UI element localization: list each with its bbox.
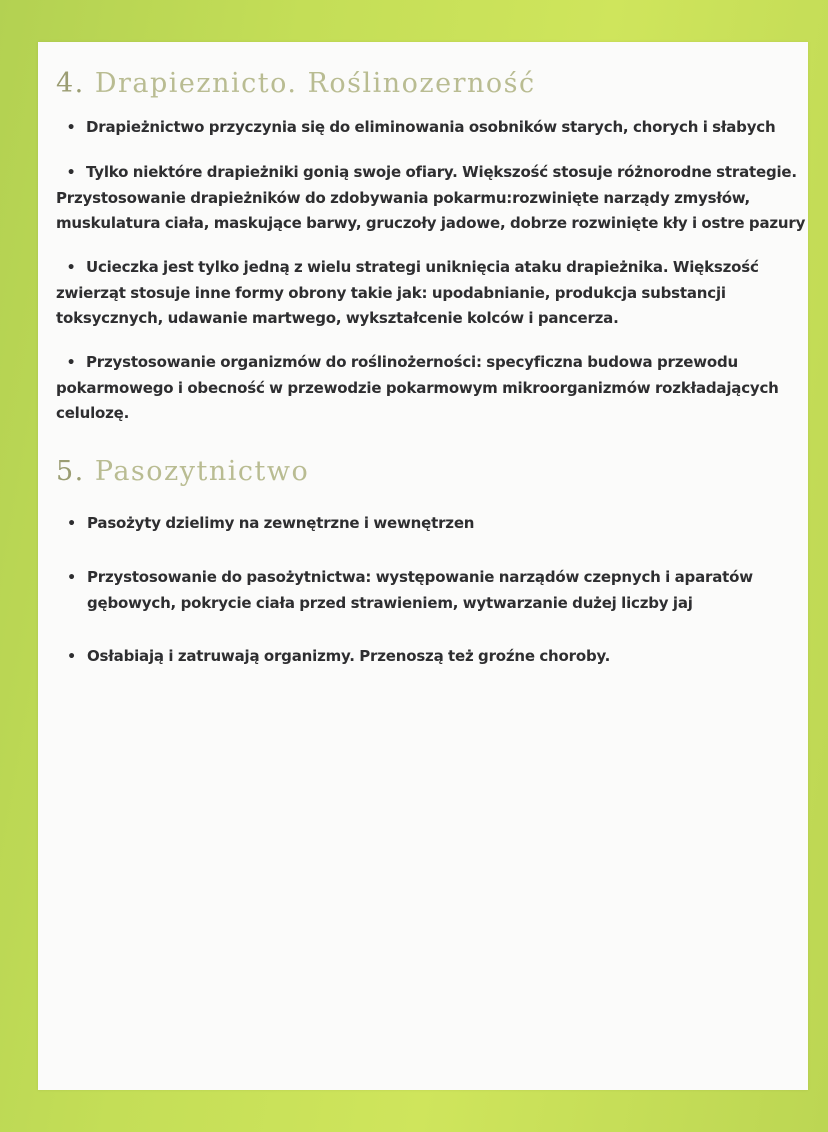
list-item (56, 511, 806, 537)
list-item-text: Ucieczka jest tylko jedną z wielu strategi uniknięcia ataku drapieżnika. Większość zwierząt stosuje inne formy obrony takie jak: upodabnianie, produkcja substancji toksycznych, udawanie martwego, wykształcenie kolców i pancerza. (56, 258, 759, 327)
list-item-text: Pasożyty dzielimy na zewnętrzne i wewnętrzen (87, 514, 475, 532)
section-title: Pasozytnictwo (94, 456, 310, 487)
section-heading-parasitism (56, 456, 806, 487)
section-number: 4. (56, 68, 85, 99)
bullet-icon: • (67, 649, 76, 665)
section-heading-predation (56, 68, 806, 99)
list-item (56, 115, 806, 141)
bullet-icon: • (66, 355, 76, 371)
list-item-text: Przystosowanie organizmów do roślinożerności: specyficzna budowa przewodu pokarmowego i obecność w przewodzie pokarmowym mikroorganizmów rozkładających celulozę. (56, 353, 779, 422)
list-item (56, 644, 806, 670)
bullet-icon: • (66, 165, 76, 181)
list-item-text: Osłabiają i zatruwają organizmy. Przenoszą też groźne choroby. (87, 647, 611, 665)
list-item-text: Tylko niektóre drapieżniki gonią swoje ofiary. Większość stosuje różnorodne strategie. Przystosowanie drapieżników do zdobywania pokarmu:rozwinięte narządy zmysłów, muskulatura ciała, maskujące barwy, gruczoły jadowe, dobrze rozwinięte kły i ostre pazury (56, 163, 806, 232)
list-item (56, 565, 806, 616)
bullet-icon: • (67, 516, 76, 532)
bullet-icon: • (66, 120, 76, 136)
section-title: Drapieznicto. Roślinozerność (94, 68, 536, 99)
predation-list (56, 115, 806, 426)
section-number: 5. (56, 456, 85, 487)
paper-sheet (38, 42, 808, 1090)
parasitism-list (56, 511, 806, 670)
bullet-icon: • (67, 570, 76, 586)
list-item (56, 160, 806, 236)
list-item-text: Przystosowanie do pasożytnictwa: występowanie narządów czepnych i aparatów gębowych, pokrycie ciała przed strawieniem, wytwarzanie dużej liczby jaj (87, 568, 753, 612)
bullet-icon: • (66, 260, 76, 276)
list-item-text: Drapieżnictwo przyczynia się do eliminowania osobników starych, chorych i słabych (86, 118, 776, 136)
list-item (56, 350, 806, 426)
document-content (56, 68, 806, 698)
list-item (56, 255, 806, 331)
